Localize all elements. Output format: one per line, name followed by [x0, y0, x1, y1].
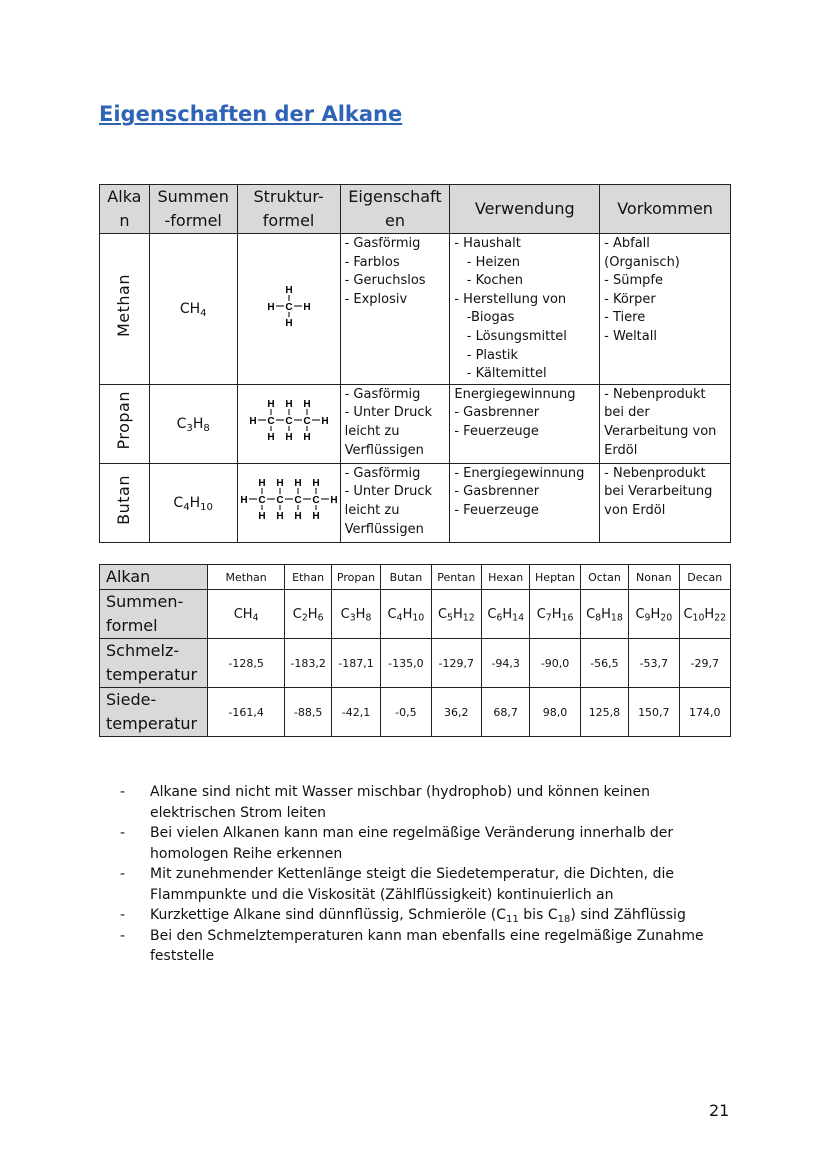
hydrogen-atom: H	[257, 511, 266, 523]
structure-diagram	[259, 276, 319, 336]
list-item: - Energiegewinnung	[454, 465, 585, 481]
list-item: Verarbeitung von	[604, 423, 717, 439]
sum-formula-cell: $C_9H_{20}$	[629, 590, 679, 639]
alkane-name: Methan	[114, 274, 134, 338]
melting-temp-cell: -183,2	[285, 639, 331, 688]
page-number: 21	[709, 1101, 730, 1120]
list-item: - Gasförmig	[344, 386, 421, 402]
structure-formula-propan	[237, 384, 340, 463]
hydrogen-atom: H	[302, 432, 311, 444]
alkane-name-cell: Propan	[331, 565, 380, 590]
row-label: Schmelz- temperatur	[100, 639, 208, 688]
hydrogen-atom: H	[320, 416, 329, 428]
carbon-atom: C	[275, 495, 284, 507]
table-row-butan	[100, 463, 731, 542]
sum-formula-cell: $C_4H_{10}$	[381, 590, 431, 639]
alkane-name: Propan	[114, 391, 134, 450]
note-item: - Kurzkettige Alkane sind dünnflüssig, Schmieröle ($C_{11}$ bis $C_{18}$) sind Zähflüssig	[120, 905, 740, 926]
boiling-temp-cell: -161,4	[207, 688, 285, 737]
vorkommen-cell	[600, 384, 731, 463]
list-item: -Biogas	[454, 310, 515, 326]
hydrogen-atom: H	[266, 432, 275, 444]
boiling-temp-cell: -42,1	[331, 688, 380, 737]
sum-formula-cell: $C_3H_8$	[331, 590, 380, 639]
boiling-temp-cell: 125,8	[580, 688, 628, 737]
list-item: - Kältemittel	[454, 366, 547, 382]
alkane-name-cell: Octan	[580, 565, 628, 590]
list-item: Energiegewinnung	[454, 386, 576, 402]
hydrogen-atom: H	[239, 495, 248, 507]
list-item: bei Verarbeitung	[604, 484, 713, 500]
sum-formula-cell: $C_2H_6$	[285, 590, 331, 639]
list-item: - Nebenprodukt	[604, 465, 706, 481]
table-row-propan	[100, 384, 731, 463]
list-item: - Feuerzeuge	[454, 502, 539, 518]
carbon-atom: C	[302, 416, 311, 428]
alkane-name-cell: Methan	[207, 565, 285, 590]
note-item: - Alkane sind nicht mit Wasser mischbar (hydrophob) und können keinen elektrischen Strom leiten	[120, 782, 740, 823]
list-item: - Feuerzeuge	[454, 423, 539, 439]
list-item: Verflüssigen	[344, 442, 424, 458]
list-item: (Organisch)	[604, 254, 680, 270]
hydrogen-atom: H	[311, 511, 320, 523]
note-item: - Mit zunehmender Kettenlänge steigt die Siedetemperatur, die Dichten, die Flammpunkte und die Viskosität (Zählflüssigkeit) kontinuierlich an	[120, 864, 740, 905]
hydrogen-atom: H	[257, 478, 266, 490]
boiling-temp-cell: 150,7	[629, 688, 679, 737]
header-verwendung: Verwendung	[450, 185, 600, 234]
list-item: - Abfall	[604, 236, 650, 251]
hydrogen-atom: H	[266, 399, 275, 411]
carbon-atom: C	[284, 416, 293, 428]
row-label: Siede- temperatur	[100, 688, 208, 737]
notes-list	[120, 782, 740, 967]
vorkommen-cell	[600, 463, 731, 542]
note-item: - Bei vielen Alkanen kann man eine regelmäßige Veränderung innerhalb der homologen Reihe erkennen	[120, 823, 740, 864]
boiling-temp-cell: 68,7	[481, 688, 529, 737]
list-item: - Nebenprodukt	[604, 386, 706, 402]
row-alkan	[100, 565, 731, 590]
sum-formula-cell: $C_7H_{16}$	[530, 590, 580, 639]
list-item: - Unter Druck	[344, 484, 432, 500]
carbon-atom: C	[293, 495, 302, 507]
list-item: - Herstellung von	[454, 291, 567, 307]
list-item: - Heizen	[454, 254, 521, 270]
sum-formula-cell: $C_{10}H_{22}$	[679, 590, 730, 639]
row-schmelztemperatur	[100, 639, 731, 688]
verwendung-cell	[450, 234, 600, 385]
structure-formula-butan	[237, 463, 340, 542]
header-vorkommen: Vorkommen	[600, 185, 731, 234]
list-item: bei der	[604, 405, 650, 421]
alkane-name-cell: Pentan	[431, 565, 481, 590]
alkane-name-cell: Decan	[679, 565, 730, 590]
hydrogen-atom: H	[284, 317, 293, 329]
list-item: leicht zu	[344, 502, 400, 518]
melting-temp-cell: -135,0	[381, 639, 431, 688]
list-item: - Körper	[604, 291, 656, 307]
page-title: Eigenschaften der Alkane	[99, 102, 403, 126]
list-item: - Gasförmig	[344, 465, 421, 481]
structure-formula-methan	[237, 234, 340, 385]
row-summenformel	[100, 590, 731, 639]
hydrogen-atom: H	[302, 301, 311, 313]
list-item: - Weltall	[604, 328, 657, 344]
hydrogen-atom: H	[329, 495, 338, 507]
list-item: - Gasbrenner	[454, 405, 540, 421]
list-item: - Explosiv	[344, 291, 408, 307]
list-item: Verflüssigen	[344, 521, 424, 537]
list-item: - Geruchslos	[344, 273, 426, 289]
melting-temp-cell: -128,5	[207, 639, 285, 688]
row-label: Summen- formel	[100, 590, 208, 639]
hydrogen-atom: H	[275, 511, 284, 523]
list-item: - Tiere	[604, 310, 646, 326]
alkane-name-cell: Ethan	[285, 565, 331, 590]
sum-formula-cell: $C_8H_{18}$	[580, 590, 628, 639]
structure-diagram	[238, 469, 340, 529]
list-item: - Plastik	[454, 347, 519, 363]
carbon-atom: C	[266, 416, 275, 428]
alkane-name-cell: Hexan	[481, 565, 529, 590]
sum-formula-cell: $CH_4$	[207, 590, 285, 639]
header-eigenschaften: Eigenschaft en	[340, 185, 450, 234]
list-item: - Farblos	[344, 254, 400, 270]
hydrogen-atom: H	[284, 399, 293, 411]
table-row-methan	[100, 234, 731, 385]
sum-formula: $C_3H_8$	[149, 384, 237, 463]
hydrogen-atom: H	[275, 478, 284, 490]
row-siedetemperatur	[100, 688, 731, 737]
table-header-row	[100, 185, 731, 234]
alkane-name-cell: Butan	[381, 565, 431, 590]
boiling-temp-cell: -88,5	[285, 688, 331, 737]
list-item: - Haushalt	[454, 236, 521, 251]
eigenschaften-cell	[340, 234, 450, 385]
list-item: - Gasförmig	[344, 236, 421, 251]
melting-temp-cell: -90,0	[530, 639, 580, 688]
eigenschaften-cell	[340, 463, 450, 542]
alkane-temperature-table	[99, 564, 731, 737]
boiling-temp-cell: 98,0	[530, 688, 580, 737]
boiling-temp-cell: 174,0	[679, 688, 730, 737]
list-item: - Sümpfe	[604, 273, 663, 289]
melting-temp-cell: -56,5	[580, 639, 628, 688]
carbon-atom: C	[311, 495, 320, 507]
boiling-temp-cell: 36,2	[431, 688, 481, 737]
hydrogen-atom: H	[284, 432, 293, 444]
hydrogen-atom: H	[311, 478, 320, 490]
boiling-temp-cell: -0,5	[381, 688, 431, 737]
list-item: von Erdöl	[604, 502, 666, 518]
sum-formula-cell: $C_5H_{12}$	[431, 590, 481, 639]
list-item: - Kochen	[454, 273, 524, 289]
list-item: leicht zu	[344, 423, 400, 439]
header-strukturformel: Struktur- formel	[237, 185, 340, 234]
alkane-name-cell: Nonan	[629, 565, 679, 590]
hydrogen-atom: H	[284, 284, 293, 296]
melting-temp-cell: -187,1	[331, 639, 380, 688]
hydrogen-atom: H	[302, 399, 311, 411]
list-item: - Gasbrenner	[454, 484, 540, 500]
vorkommen-cell	[600, 234, 731, 385]
carbon-atom: C	[284, 301, 293, 313]
alkane-name-cell: Heptan	[530, 565, 580, 590]
list-item: Erdöl	[604, 442, 638, 458]
structure-diagram	[240, 390, 338, 450]
list-item: - Lösungsmittel	[454, 328, 567, 344]
verwendung-cell	[450, 384, 600, 463]
melting-temp-cell: -29,7	[679, 639, 730, 688]
carbon-atom: C	[257, 495, 266, 507]
row-label: Alkan	[100, 565, 208, 590]
verwendung-cell	[450, 463, 600, 542]
sum-formula-cell: $C_6H_{14}$	[481, 590, 529, 639]
header-alkan: Alka n	[100, 185, 150, 234]
hydrogen-atom: H	[293, 511, 302, 523]
hydrogen-atom: H	[248, 416, 257, 428]
hydrogen-atom: H	[293, 478, 302, 490]
alkane-name: Butan	[114, 474, 134, 525]
alkane-properties-table	[99, 184, 731, 543]
list-item: - Unter Druck	[344, 405, 432, 421]
hydrogen-atom: H	[266, 301, 275, 313]
eigenschaften-cell	[340, 384, 450, 463]
melting-temp-cell: -129,7	[431, 639, 481, 688]
melting-temp-cell: -53,7	[629, 639, 679, 688]
note-item: - Bei den Schmelztemperaturen kann man ebenfalls eine regelmäßige Zunahme feststelle	[120, 926, 740, 967]
header-summenformel: Summen -formel	[149, 185, 237, 234]
sum-formula: $CH_4$	[149, 234, 237, 385]
sum-formula: $C_4H_{10}$	[149, 463, 237, 542]
melting-temp-cell: -94,3	[481, 639, 529, 688]
